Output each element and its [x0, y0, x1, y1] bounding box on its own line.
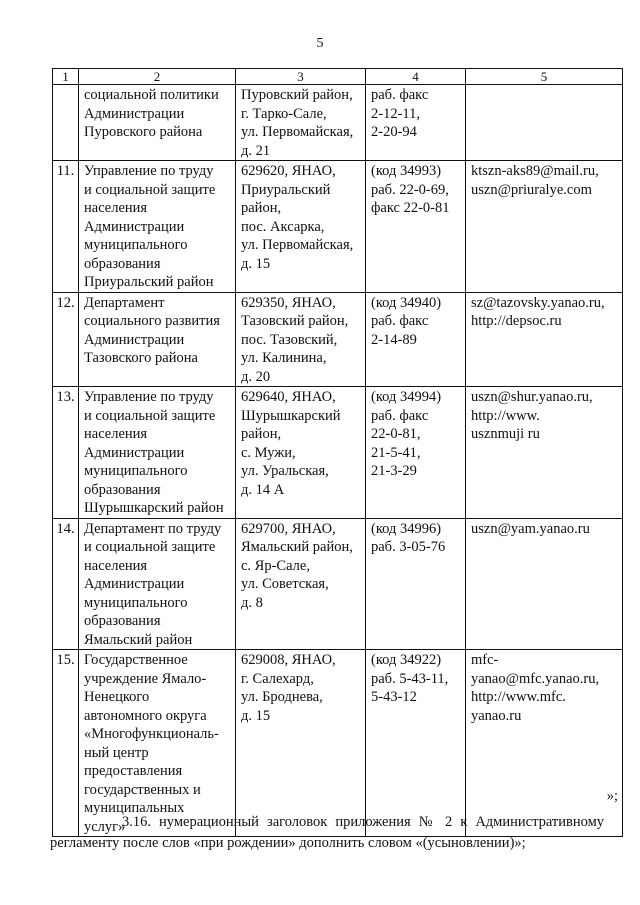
cell-line: Департамент по труду	[84, 520, 222, 537]
cell-line: ул. Уральская,	[241, 463, 329, 479]
cell-line: муниципального	[84, 463, 188, 479]
cell-line: г. Салехард,	[241, 670, 314, 687]
closing-quote-mark: »;	[606, 788, 618, 804]
cell-line: д. 21	[241, 142, 271, 159]
organization-cell	[79, 650, 236, 837]
phone-cell	[366, 85, 466, 161]
cell-line: Пуровский район,	[241, 87, 353, 103]
address-cell	[236, 650, 366, 837]
cell-line: ул. Калинина,	[241, 350, 327, 366]
cell-line: Приуральский	[241, 181, 331, 198]
cell-line: 629640, ЯНАО,	[241, 389, 336, 405]
row-number-cell: 14.	[53, 518, 79, 650]
cell-line: с. Мужи,	[241, 444, 296, 461]
cell-line: раб. 5-43-11,	[371, 670, 449, 687]
row-number-cell: 12.	[53, 292, 79, 387]
contact-line[interactable]: yanao.ru	[471, 707, 522, 724]
cell-line: г. Тарко-Сале,	[241, 105, 327, 122]
cell-line: Ямальский район,	[241, 539, 353, 555]
table-header-row	[53, 69, 623, 85]
cell-line: факс 22-0-81	[371, 200, 450, 216]
cell-line: (код 34994)	[371, 389, 442, 405]
cell-line: ул. Первомайская,	[241, 237, 354, 253]
phone-cell	[366, 161, 466, 293]
cell-line: образования	[84, 481, 161, 498]
cell-line: (код 34940)	[371, 294, 442, 311]
table-row	[53, 518, 623, 650]
header-cell: 2	[79, 69, 236, 85]
cell-line: Тазовского района	[84, 350, 198, 366]
cell-line: Управление по труду	[84, 163, 214, 179]
cell-line: Администрации	[84, 331, 185, 348]
contact-line[interactable]: http://www.mfc.	[471, 689, 566, 705]
page-number: 5	[316, 36, 324, 51]
contact-cell[interactable]	[466, 161, 623, 293]
cell-line: (код 34922)	[371, 652, 442, 668]
cell-line: Государственное	[84, 652, 188, 668]
table-row	[53, 161, 623, 293]
cell-line: раб. 3-05-76	[371, 539, 446, 555]
cell-line: ул. Первомайская,	[241, 124, 354, 140]
organization-cell	[79, 85, 236, 161]
phone-cell	[366, 650, 466, 837]
cell-line: 2-20-94	[371, 124, 417, 140]
cell-line: социального развития	[84, 313, 220, 329]
phone-cell	[366, 292, 466, 387]
cell-line: 5-43-12	[371, 689, 417, 705]
cell-line: д. 15	[241, 255, 271, 272]
cell-line: Администрации	[84, 576, 185, 592]
cell-line: (код 34993)	[371, 163, 442, 179]
cell-line: Управление по труду	[84, 389, 214, 405]
contact-line[interactable]: sz@tazovsky.yanao.ru,	[471, 294, 605, 311]
cell-line: д. 15	[241, 707, 271, 724]
cell-line: Ямальский район	[84, 631, 193, 648]
table-row	[53, 292, 623, 387]
cell-line: с. Яр-Сале,	[241, 557, 310, 574]
address-cell	[236, 518, 366, 650]
cell-line: Администрации	[84, 105, 185, 122]
cell-line: 2-12-11,	[371, 105, 420, 122]
cell-line: учреждение Ямало-	[84, 670, 207, 687]
cell-line: раб. 22-0-69,	[371, 181, 449, 198]
address-cell	[236, 85, 366, 161]
cell-line: 629620, ЯНАО,	[241, 163, 336, 179]
cell-line: пос. Тазовский,	[241, 331, 338, 348]
contacts-table	[52, 68, 623, 837]
cell-line: д. 20	[241, 368, 271, 385]
organization-cell	[79, 518, 236, 650]
cell-line: Администрации	[84, 444, 185, 461]
cell-line: 21-3-29	[371, 463, 417, 479]
contact-line[interactable]: ktszn-aks89@mail.ru,	[471, 163, 599, 179]
cell-line: ул. Советская,	[241, 576, 329, 592]
row-number-cell: 15.	[53, 650, 79, 837]
table-row	[53, 85, 623, 161]
cell-line: д. 8	[241, 594, 263, 611]
cell-line: (код 34996)	[371, 520, 442, 537]
cell-line: 629008, ЯНАО,	[241, 652, 336, 668]
cell-line: 21-5-41,	[371, 444, 421, 461]
cell-line: Администрации	[84, 218, 185, 235]
cell-line: раб. факс	[371, 313, 429, 329]
cell-line: Приуральский район	[84, 274, 214, 290]
cell-line: предоставления	[84, 763, 183, 779]
row-number-cell: 13.	[53, 387, 79, 519]
contact-cell[interactable]	[466, 85, 623, 161]
organization-cell	[79, 292, 236, 387]
contact-cell[interactable]	[466, 650, 623, 837]
header-cell: 3	[236, 69, 366, 85]
contact-cell[interactable]	[466, 387, 623, 519]
cell-line: 22-0-81,	[371, 426, 421, 442]
cell-line: и социальной защите	[84, 407, 216, 424]
cell-line: раб. факс	[371, 407, 429, 424]
cell-line: муниципальных	[84, 800, 185, 816]
cell-line: 629350, ЯНАО,	[241, 294, 336, 311]
contact-line[interactable]: uszn@shur.yanao.ru,	[471, 389, 593, 405]
contact-line[interactable]: uszn@yam.yanao.ru	[471, 520, 590, 537]
cell-line: Ненецкого	[84, 689, 150, 705]
cell-line: населения	[84, 557, 148, 574]
contact-cell[interactable]	[466, 518, 623, 650]
cell-line: социальной политики	[84, 87, 219, 103]
cell-line: «Многофункциональ-	[84, 726, 219, 742]
organization-cell	[79, 161, 236, 293]
phone-cell	[366, 387, 466, 519]
address-cell	[236, 387, 366, 519]
header-cell: 5	[466, 69, 623, 85]
cell-line: образования	[84, 255, 161, 272]
cell-line: автономного округа	[84, 707, 207, 724]
organization-cell	[79, 387, 236, 519]
phone-cell	[366, 518, 466, 650]
contact-line[interactable]: uszn@priuralye.com	[471, 181, 592, 198]
address-cell	[236, 292, 366, 387]
cell-line: Тазовский район,	[241, 313, 349, 329]
cell-line: район,	[241, 426, 282, 442]
cell-line: Шурышкарский район	[84, 500, 224, 516]
cell-line: Шурышкарский	[241, 407, 341, 424]
contact-line[interactable]: mfc-	[471, 652, 499, 668]
cell-line: населения	[84, 200, 148, 216]
header-cell: 4	[366, 69, 466, 85]
cell-line: муниципального	[84, 594, 188, 611]
cell-line: услуг»	[84, 818, 126, 835]
amendment-paragraph	[50, 812, 604, 854]
contact-cell[interactable]	[466, 292, 623, 387]
row-number-cell: 11.	[53, 161, 79, 293]
cell-line: образования	[84, 613, 161, 629]
cell-line: населения	[84, 426, 148, 442]
paragraph-line: 3.16. нумерационный заголовок приложения № 2 к Административному	[122, 814, 604, 830]
address-cell	[236, 161, 366, 293]
cell-line: Пуровского района	[84, 124, 203, 140]
cell-line: Департамент	[84, 294, 165, 311]
cell-line: муниципального	[84, 237, 188, 253]
contact-line[interactable]: yanao@mfc.yanao.ru,	[471, 670, 600, 687]
contact-line[interactable]: http://www.	[471, 407, 540, 424]
table-row	[53, 387, 623, 519]
cell-line: государственных и	[84, 781, 201, 798]
cell-line: ный центр	[84, 744, 149, 761]
cell-line: раб. факс	[371, 87, 429, 103]
cell-line: 2-14-89	[371, 331, 417, 348]
contact-line[interactable]: http://depsoc.ru	[471, 313, 562, 329]
cell-line: и социальной защите	[84, 181, 216, 198]
cell-line: д. 14 А	[241, 481, 285, 498]
cell-line: 629700, ЯНАО,	[241, 520, 336, 537]
cell-line: и социальной защите	[84, 539, 216, 555]
row-number-cell	[53, 85, 79, 161]
paragraph-line: регламенту после слов «при рождении» дополнить словом «(усыновлении)»;	[50, 835, 526, 851]
cell-line: район,	[241, 200, 282, 216]
table-row	[53, 650, 623, 837]
cell-line: пос. Аксарка,	[241, 218, 325, 235]
header-cell: 1	[53, 69, 79, 85]
cell-line: ул. Броднева,	[241, 689, 323, 705]
contact-line[interactable]: usznmuji ru	[471, 426, 540, 442]
